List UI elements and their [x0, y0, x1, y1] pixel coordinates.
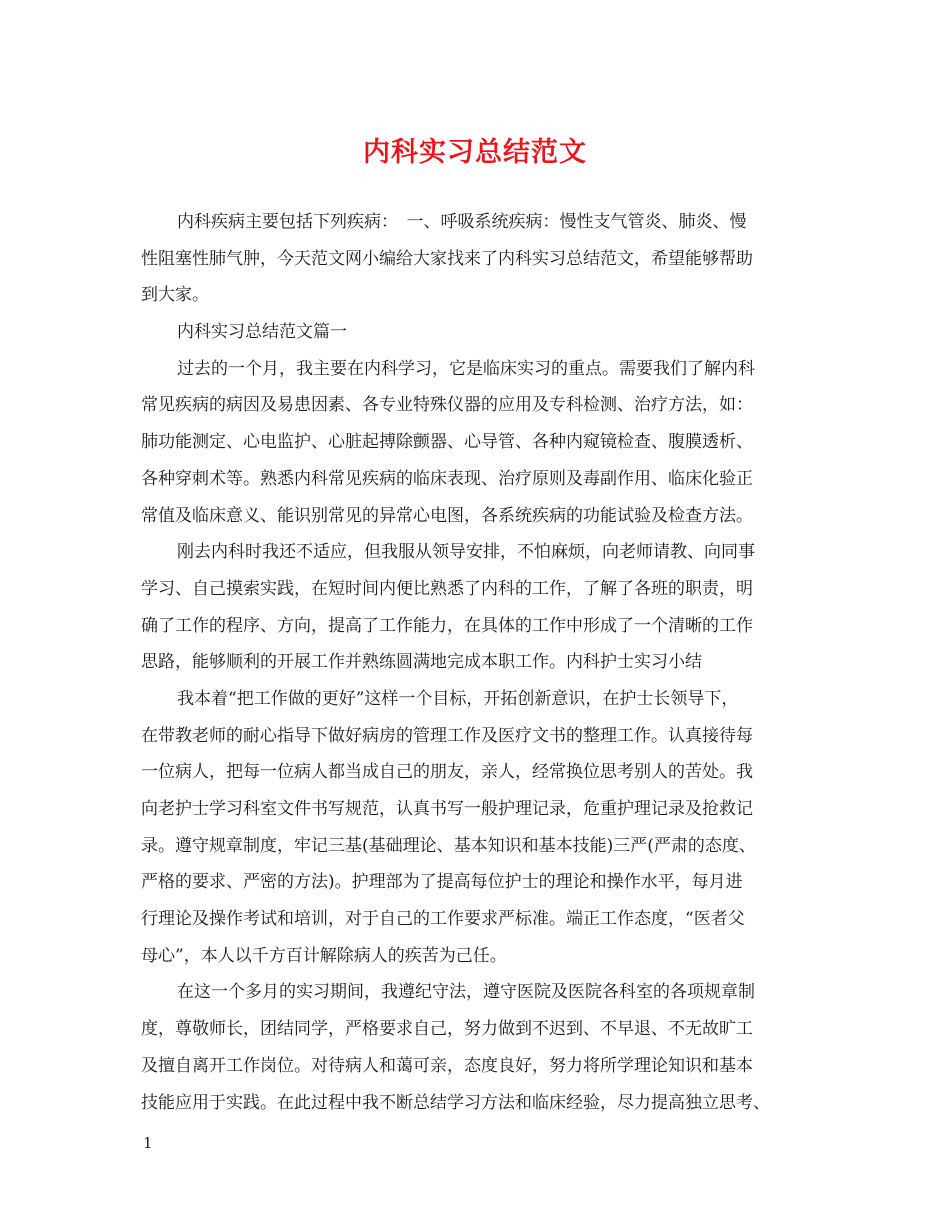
paragraph-line: 录。遵守规章制度，牢记三基(基础理论、基本知识和基本技能)三严(严肃的态度、 [141, 835, 756, 856]
paragraph-line: 行理论及操作考试和培训，对于自己的工作要求严标准。端正工作态度，“医者父 [141, 909, 745, 930]
paragraph-line: 度，尊敬师长，团结同学，严格要求自己，努力做到不迟到、不早退、不无故旷工 [141, 1019, 753, 1040]
paragraph-line: 在这一个多月的实习期间，我遵纪守法，遵守医院及医院各科室的各项规章制 [177, 982, 755, 1003]
paragraph-line: 学习、自己摸索实践，在短时间内便比熟悉了内科的工作，了解了各班的职责，明 [141, 578, 753, 599]
paragraph-line: 过去的一个月，我主要在内科学习，它是临床实习的重点。需要我们了解内科 [177, 358, 755, 379]
paragraph-line: 到大家。 [141, 285, 209, 306]
paragraph-line: 母心”，本人以千方百计解除病人的疾苦为己任。 [141, 945, 507, 966]
paragraph-line: 刚去内科时我还不适应，但我服从领导安排，不怕麻烦，向老师请教、向同事 [177, 542, 755, 563]
paragraph-line: 严格的要求、严密的方法)。护理部为了提高每位护士的理论和操作水平，每月进 [141, 872, 743, 893]
paragraph-line: 常见疾病的病因及易患因素、各专业特殊仪器的应用及专科检测、治疗方法，如： [141, 395, 753, 416]
document-body [141, 204, 811, 1121]
paragraph-line: 我本着“把工作做的更好”这样一个目标，开拓创新意识，在护士长领导下， [177, 688, 739, 709]
section-heading: 内科实习总结范文篇一 [177, 322, 347, 343]
paragraph-line: 向老护士学习科室文件书写规范，认真书写一般护理记录，危重护理记录及抢救记 [141, 799, 753, 819]
paragraph-line: 及擅自离开工作岗位。对待病人和蔼可亲，态度良好，努力将所学理论知识和基本 [141, 1055, 753, 1076]
paragraph-line: 在带教老师的耐心指导下做好病房的管理工作及医疗文书的整理工作。认真接待每 [141, 725, 753, 746]
paragraph-line: 内科疾病主要包括下列疾病： 一、呼吸系统疾病：慢性支气管炎、肺炎、慢 [177, 212, 747, 232]
paragraph-line: 思路，能够顺利的开展工作并熟练圆满地完成本职工作。内科护士实习小结 [141, 652, 702, 673]
paragraph-line: 各种穿刺术等。熟悉内科常见疾病的临床表现、治疗原则及毒副作用、临床化验正 [141, 468, 753, 489]
paragraph-line: 技能应用于实践。在此过程中我不断总结学习方法和临床经验，尽力提高独立思考、 [141, 1092, 770, 1113]
paragraph-line: 性阻塞性肺气肿，今天范文网小编给大家找来了内科实习总结范文，希望能够帮助 [141, 248, 753, 269]
page-number: 1 [143, 1134, 153, 1152]
paragraph-line: 确了工作的程序、方向，提高了工作能力，在具体的工作中形成了一个清晰的工作 [141, 615, 753, 636]
paragraph-line: 一位病人，把每一位病人都当成自己的朋友，亲人，经常换位思考别人的苦处。我 [141, 762, 753, 783]
paragraph-line: 肺功能测定、心电监护、心脏起搏除颤器、心导管、各种内窥镜检查、腹膜透析、 [141, 432, 753, 453]
document-title: 内科实习总结范文 [363, 137, 587, 168]
paragraph-line: 常值及临床意义、能识别常见的异常心电图，各系统疾病的功能试验及检查方法。 [141, 505, 753, 526]
